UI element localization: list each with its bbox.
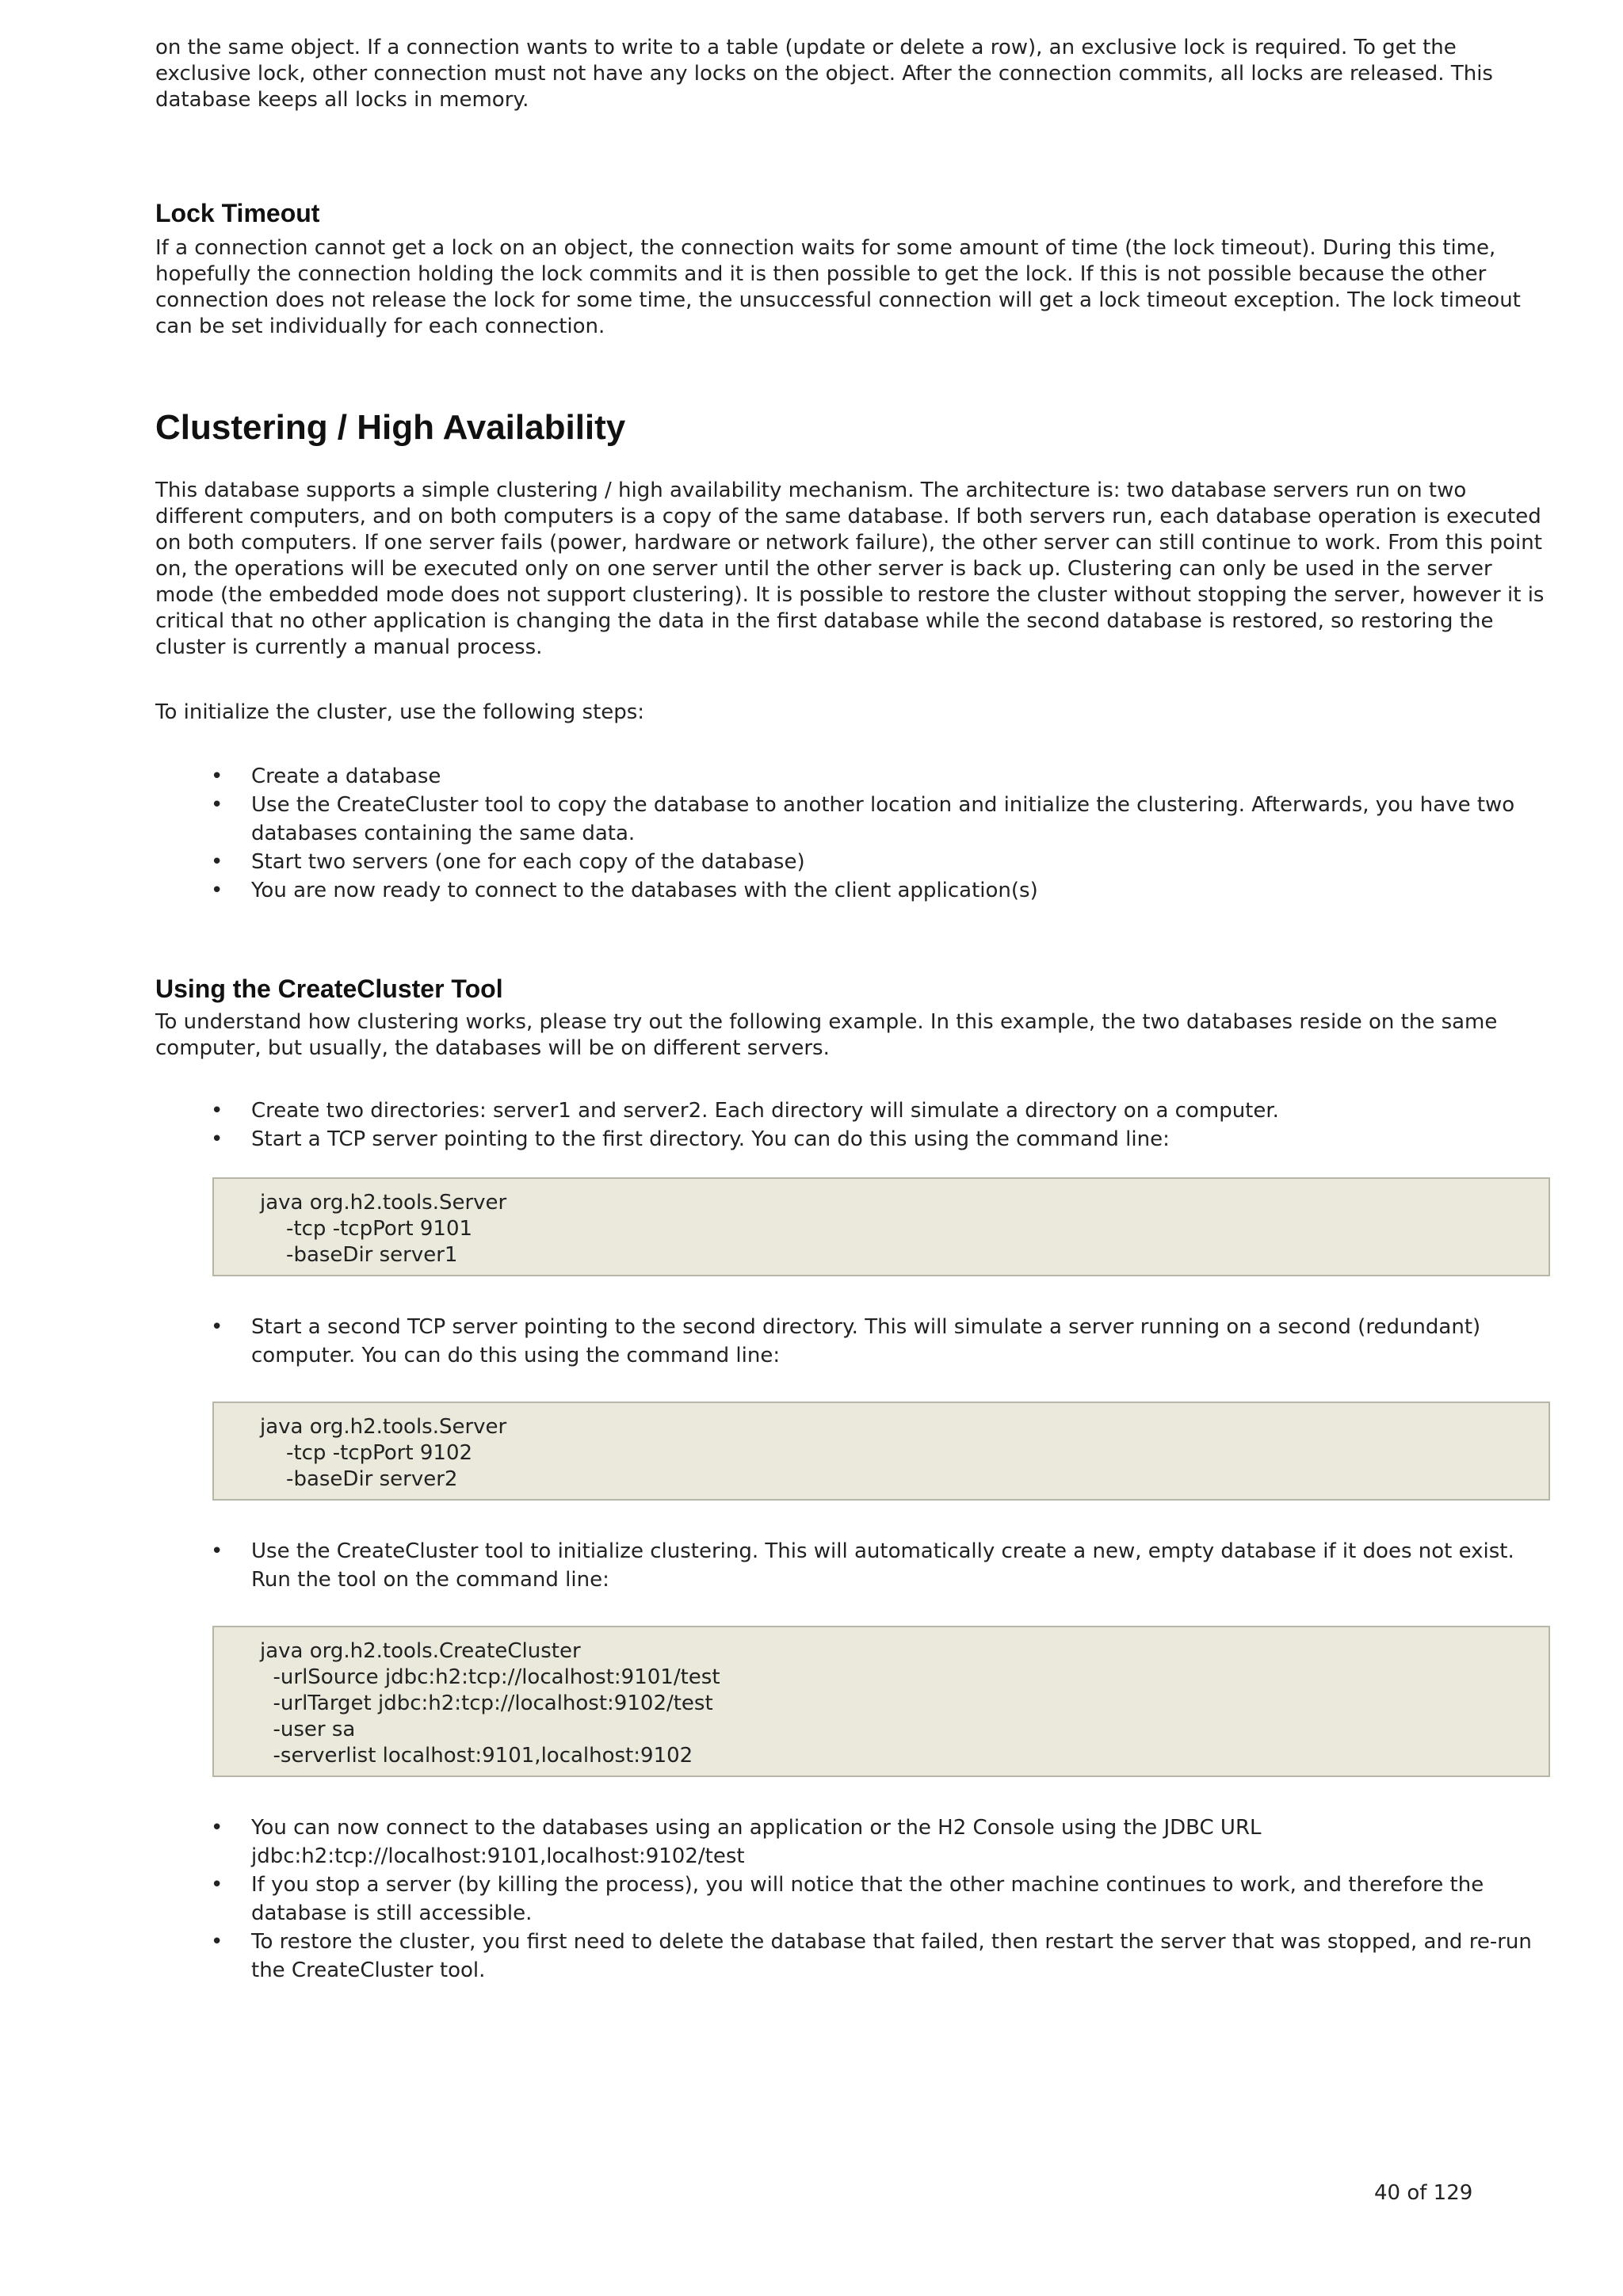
heading-create-cluster-tool: Using the CreateCluster Tool <box>155 974 503 1003</box>
clustering-steps-list <box>155 762 1550 905</box>
code-block-server1: java org.h2.tools.Server -tcp -tcpPort 9101 -baseDir server1 <box>212 1177 1550 1276</box>
code-block-create-cluster: java org.h2.tools.CreateCluster -urlSource jdbc:h2:tcp://localhost:9101/test -urlTarget jdbc:h2:tcp://localhost:9102/test -user sa -serverlist localhost:9101,localhost:9102 <box>212 1626 1550 1777</box>
create-cluster-bullets-3 <box>155 1537 1550 1594</box>
heading-clustering: Clustering / High Availability <box>155 408 626 447</box>
list-item: • Start a second TCP server pointing to the second directory. This will simulate a server running on a second (redundant) computer. You can do this using the command line: <box>155 1313 1550 1370</box>
create-cluster-bullets-2 <box>155 1313 1550 1370</box>
list-item: • Use the CreateCluster tool to copy the database to another location and initialize the clustering. Afterwards, you have two databases containing the same data. <box>155 791 1550 848</box>
code-block-server2: java org.h2.tools.Server -tcp -tcpPort 9102 -baseDir server2 <box>212 1402 1550 1501</box>
list-item: • Create a database <box>155 762 1550 791</box>
list-item: • You can now connect to the databases using an application or the H2 Console using the JDBC URL jdbc:h2:tcp://localhost:9101,localhost:9102/test <box>155 1814 1550 1871</box>
create-cluster-paragraph: To understand how clustering works, please try out the following example. In this example, the two databases reside on the same computer, but usually, the databases will be on different servers. <box>155 1010 1498 1060</box>
heading-lock-timeout: Lock Timeout <box>155 199 320 227</box>
page-number: 40 of 129 <box>1374 2181 1473 2205</box>
document-page <box>155 35 1550 1985</box>
list-item: • Start two servers (one for each copy of the database) <box>155 848 1550 876</box>
create-cluster-bullets-4 <box>155 1814 1550 1985</box>
list-item: • Create two directories: server1 and server2. Each directory will simulate a directory on a computer. <box>155 1097 1550 1125</box>
clustering-steps-intro: To initialize the cluster, use the following steps: <box>155 700 645 724</box>
intro-paragraph: on the same object. If a connection wants to write to a table (update or delete a row), an exclusive lock is required. To get the exclusive lock, other connection must not have any locks on the object. After the connection commits, all locks are released. This database keeps all locks in memory. <box>155 36 1493 112</box>
list-item: • Start a TCP server pointing to the first directory. You can do this using the command line: <box>155 1125 1550 1154</box>
create-cluster-bullets-1 <box>155 1097 1550 1154</box>
list-item: • Use the CreateCluster tool to initialize clustering. This will automatically create a new, empty database if it does not exist. Run the tool on the command line: <box>155 1537 1550 1594</box>
clustering-paragraph: This database supports a simple clustering / high availability mechanism. The architecture is: two database servers run on two different computers, and on both computers is a copy of the same database. If both servers run, each database operation is executed on both computers. If one server fails (power, hardware or network failure), the other server can still continue to work. From this point on, the operations will be executed only on one server until the other server is back up. Clustering can only be used in the server mode (the embedded mode does not support clustering). It is possible to restore the cluster without stopping the server, however it is critical that no other application is changing the data in the first database while the second database is restored, so restoring the cluster is currently a manual process. <box>155 479 1545 659</box>
list-item: • To restore the cluster, you first need to delete the database that failed, then restart the server that was stopped, and re-run the CreateCluster tool. <box>155 1928 1550 1985</box>
lock-timeout-paragraph: If a connection cannot get a lock on an object, the connection waits for some amount of time (the lock timeout). During this time, hopefully the connection holding the lock commits and it is then possible to get the lock. If this is not possible because the other connection does not release the lock for some time, the unsuccessful connection will get a lock timeout exception. The lock timeout can be set individually for each connection. <box>155 236 1521 338</box>
list-item: • If you stop a server (by killing the process), you will notice that the other machine continues to work, and therefore the database is still accessible. <box>155 1871 1550 1928</box>
list-item: • You are now ready to connect to the databases with the client application(s) <box>155 876 1550 905</box>
